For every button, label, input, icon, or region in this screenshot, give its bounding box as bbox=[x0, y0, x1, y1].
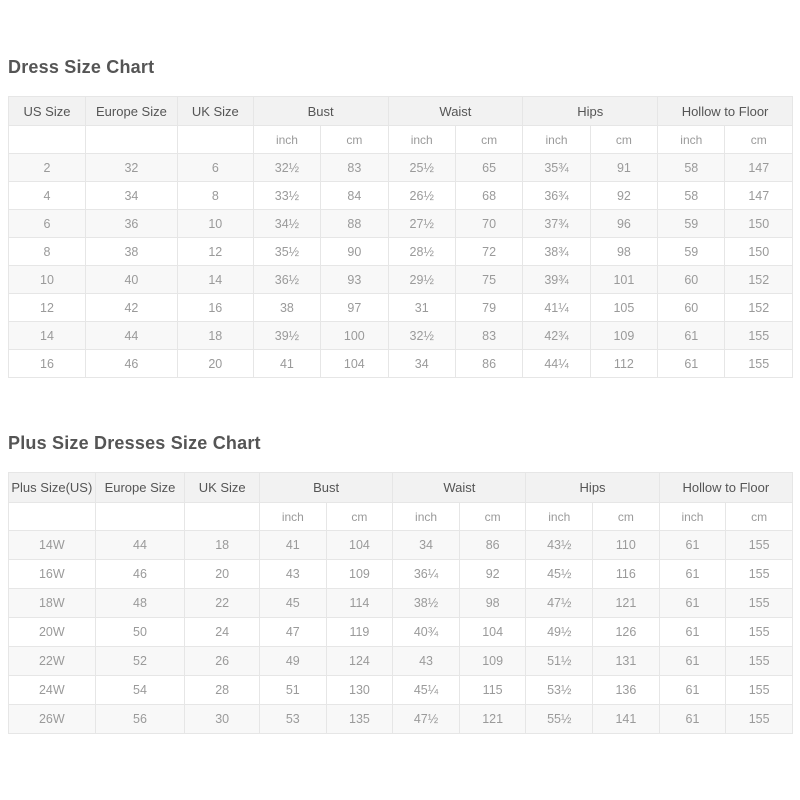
table-row bbox=[9, 238, 793, 266]
unit-label-cm: cm bbox=[455, 126, 522, 154]
unit-label-inch: inch bbox=[260, 503, 327, 531]
table-cell: 126 bbox=[593, 618, 660, 647]
unit-header-row bbox=[9, 503, 793, 531]
table-cell: 121 bbox=[459, 705, 526, 734]
table-cell: 38½ bbox=[393, 589, 460, 618]
column-header-hips: Hips bbox=[523, 97, 658, 126]
table-cell: 90 bbox=[321, 238, 388, 266]
table-cell: 61 bbox=[659, 647, 726, 676]
table-cell: 97 bbox=[321, 294, 388, 322]
table-cell: 51 bbox=[260, 676, 327, 705]
subheader-empty-cell bbox=[9, 126, 86, 154]
table-cell: 155 bbox=[725, 350, 793, 378]
table-cell: 105 bbox=[590, 294, 657, 322]
table-cell: 83 bbox=[455, 322, 522, 350]
table-row bbox=[9, 589, 793, 618]
table-cell: 38 bbox=[253, 294, 320, 322]
unit-label-cm: cm bbox=[459, 503, 526, 531]
table-cell: 119 bbox=[326, 618, 393, 647]
table-cell: 10 bbox=[9, 266, 86, 294]
table-cell: 61 bbox=[658, 322, 725, 350]
table-cell: 44 bbox=[95, 531, 185, 560]
table-cell: 114 bbox=[326, 589, 393, 618]
table-cell: 38¾ bbox=[523, 238, 590, 266]
table-row bbox=[9, 647, 793, 676]
column-header-europe-size: Europe Size bbox=[95, 473, 185, 503]
unit-label-inch: inch bbox=[658, 126, 725, 154]
table-cell: 49½ bbox=[526, 618, 593, 647]
table-cell: 44 bbox=[85, 322, 177, 350]
table-cell: 43 bbox=[260, 560, 327, 589]
table-cell: 61 bbox=[659, 618, 726, 647]
table-cell: 68 bbox=[455, 182, 522, 210]
table-cell: 61 bbox=[659, 589, 726, 618]
table-cell: 40¾ bbox=[393, 618, 460, 647]
table-cell: 41 bbox=[260, 531, 327, 560]
table-cell: 49 bbox=[260, 647, 327, 676]
plus-size-table bbox=[8, 472, 793, 734]
dress-size-table bbox=[8, 96, 793, 378]
table-cell: 53½ bbox=[526, 676, 593, 705]
table-cell: 41 bbox=[253, 350, 320, 378]
unit-label-inch: inch bbox=[393, 503, 460, 531]
subheader-empty-cell bbox=[85, 126, 177, 154]
page-title: Dress Size Chart bbox=[8, 57, 155, 77]
table-cell: 104 bbox=[326, 531, 393, 560]
table-cell: 48 bbox=[95, 589, 185, 618]
table-cell: 16 bbox=[177, 294, 253, 322]
column-header-hollow-to-floor: Hollow to Floor bbox=[659, 473, 792, 503]
table-cell: 155 bbox=[726, 560, 793, 589]
table-cell: 131 bbox=[593, 647, 660, 676]
table-cell: 141 bbox=[593, 705, 660, 734]
group-header-row bbox=[9, 473, 793, 503]
unit-label-cm: cm bbox=[725, 126, 793, 154]
dress-size-table-body bbox=[9, 154, 793, 378]
unit-label-inch: inch bbox=[388, 126, 455, 154]
unit-label-inch: inch bbox=[659, 503, 726, 531]
table-row bbox=[9, 676, 793, 705]
table-cell: 43 bbox=[393, 647, 460, 676]
unit-label-cm: cm bbox=[326, 503, 393, 531]
subheader-empty-cell bbox=[9, 503, 96, 531]
column-header-plus-size-us: Plus Size(US) bbox=[9, 473, 96, 503]
table-cell: 45¼ bbox=[393, 676, 460, 705]
table-cell: 18W bbox=[9, 589, 96, 618]
table-cell: 12 bbox=[9, 294, 86, 322]
table-cell: 35¾ bbox=[523, 154, 590, 182]
table-cell: 121 bbox=[593, 589, 660, 618]
subheader-empty-cell bbox=[185, 503, 260, 531]
table-cell: 34 bbox=[85, 182, 177, 210]
table-cell: 26 bbox=[185, 647, 260, 676]
table-cell: 98 bbox=[459, 589, 526, 618]
table-cell: 52 bbox=[95, 647, 185, 676]
table-row bbox=[9, 154, 793, 182]
column-header-bust: Bust bbox=[260, 473, 393, 503]
table-cell: 25½ bbox=[388, 154, 455, 182]
table-cell: 136 bbox=[593, 676, 660, 705]
table-row bbox=[9, 210, 793, 238]
table-cell: 44¼ bbox=[523, 350, 590, 378]
table-cell: 24W bbox=[9, 676, 96, 705]
unit-label-inch: inch bbox=[253, 126, 320, 154]
table-cell: 58 bbox=[658, 182, 725, 210]
table-cell: 155 bbox=[726, 618, 793, 647]
table-cell: 72 bbox=[455, 238, 522, 266]
table-cell: 53 bbox=[260, 705, 327, 734]
table-cell: 36¼ bbox=[393, 560, 460, 589]
table-cell: 47½ bbox=[526, 589, 593, 618]
table-cell: 36 bbox=[85, 210, 177, 238]
table-cell: 98 bbox=[590, 238, 657, 266]
table-cell: 61 bbox=[659, 531, 726, 560]
table-cell: 147 bbox=[725, 182, 793, 210]
table-cell: 46 bbox=[95, 560, 185, 589]
table-cell: 100 bbox=[321, 322, 388, 350]
table-cell: 54 bbox=[95, 676, 185, 705]
table-cell: 155 bbox=[726, 647, 793, 676]
table-cell: 30 bbox=[185, 705, 260, 734]
table-cell: 34 bbox=[393, 531, 460, 560]
table-cell: 46 bbox=[85, 350, 177, 378]
table-cell: 109 bbox=[459, 647, 526, 676]
table-cell: 20 bbox=[185, 560, 260, 589]
table-cell: 26W bbox=[9, 705, 96, 734]
table-cell: 32 bbox=[85, 154, 177, 182]
table-cell: 109 bbox=[326, 560, 393, 589]
table-cell: 135 bbox=[326, 705, 393, 734]
table-cell: 45 bbox=[260, 589, 327, 618]
table-cell: 18 bbox=[177, 322, 253, 350]
table-cell: 155 bbox=[726, 676, 793, 705]
table-cell: 150 bbox=[725, 238, 793, 266]
table-cell: 101 bbox=[590, 266, 657, 294]
table-cell: 36¾ bbox=[523, 182, 590, 210]
table-row bbox=[9, 266, 793, 294]
table-cell: 39¾ bbox=[523, 266, 590, 294]
page-title: Plus Size Dresses Size Chart bbox=[8, 433, 261, 453]
table-cell: 55½ bbox=[526, 705, 593, 734]
table-row bbox=[9, 705, 793, 734]
column-header-waist: Waist bbox=[388, 97, 523, 126]
table-cell: 20W bbox=[9, 618, 96, 647]
subheader-empty-cell bbox=[95, 503, 185, 531]
table-cell: 88 bbox=[321, 210, 388, 238]
table-cell: 155 bbox=[726, 705, 793, 734]
table-cell: 31 bbox=[388, 294, 455, 322]
table-cell: 42 bbox=[85, 294, 177, 322]
table-cell: 6 bbox=[9, 210, 86, 238]
table-cell: 32½ bbox=[253, 154, 320, 182]
unit-label-inch: inch bbox=[526, 503, 593, 531]
table-cell: 86 bbox=[459, 531, 526, 560]
table-row bbox=[9, 294, 793, 322]
table-cell: 22W bbox=[9, 647, 96, 676]
table-cell: 112 bbox=[590, 350, 657, 378]
table-cell: 147 bbox=[725, 154, 793, 182]
table-cell: 32½ bbox=[388, 322, 455, 350]
table-cell: 18 bbox=[185, 531, 260, 560]
table-cell: 42¾ bbox=[523, 322, 590, 350]
unit-header-row bbox=[9, 126, 793, 154]
table-cell: 110 bbox=[593, 531, 660, 560]
table-cell: 155 bbox=[726, 589, 793, 618]
table-cell: 34½ bbox=[253, 210, 320, 238]
table-cell: 27½ bbox=[388, 210, 455, 238]
table-cell: 65 bbox=[455, 154, 522, 182]
table-cell: 43½ bbox=[526, 531, 593, 560]
table-row bbox=[9, 182, 793, 210]
table-cell: 14 bbox=[9, 322, 86, 350]
table-cell: 26½ bbox=[388, 182, 455, 210]
table-cell: 39½ bbox=[253, 322, 320, 350]
table-cell: 34 bbox=[388, 350, 455, 378]
table-cell: 104 bbox=[459, 618, 526, 647]
table-cell: 152 bbox=[725, 294, 793, 322]
table-cell: 20 bbox=[177, 350, 253, 378]
column-header-uk-size: UK Size bbox=[185, 473, 260, 503]
column-header-europe-size: Europe Size bbox=[85, 97, 177, 126]
table-row bbox=[9, 531, 793, 560]
unit-label-cm: cm bbox=[590, 126, 657, 154]
table-cell: 109 bbox=[590, 322, 657, 350]
table-cell: 51½ bbox=[526, 647, 593, 676]
table-cell: 59 bbox=[658, 210, 725, 238]
table-cell: 84 bbox=[321, 182, 388, 210]
table-cell: 16W bbox=[9, 560, 96, 589]
table-cell: 6 bbox=[177, 154, 253, 182]
table-cell: 4 bbox=[9, 182, 86, 210]
table-cell: 96 bbox=[590, 210, 657, 238]
table-cell: 47 bbox=[260, 618, 327, 647]
table-cell: 24 bbox=[185, 618, 260, 647]
table-cell: 16 bbox=[9, 350, 86, 378]
table-cell: 83 bbox=[321, 154, 388, 182]
table-cell: 14 bbox=[177, 266, 253, 294]
table-cell: 61 bbox=[659, 676, 726, 705]
table-cell: 41¼ bbox=[523, 294, 590, 322]
plus-size-table-body bbox=[9, 531, 793, 734]
table-cell: 124 bbox=[326, 647, 393, 676]
table-cell: 155 bbox=[725, 322, 793, 350]
table-cell: 12 bbox=[177, 238, 253, 266]
table-cell: 10 bbox=[177, 210, 253, 238]
unit-label-cm: cm bbox=[726, 503, 793, 531]
table-cell: 92 bbox=[590, 182, 657, 210]
table-cell: 155 bbox=[726, 531, 793, 560]
table-cell: 40 bbox=[85, 266, 177, 294]
table-cell: 61 bbox=[658, 350, 725, 378]
table-cell: 47½ bbox=[393, 705, 460, 734]
table-cell: 14W bbox=[9, 531, 96, 560]
table-row bbox=[9, 322, 793, 350]
table-cell: 91 bbox=[590, 154, 657, 182]
table-cell: 70 bbox=[455, 210, 522, 238]
table-row bbox=[9, 560, 793, 589]
column-header-waist: Waist bbox=[393, 473, 526, 503]
table-cell: 92 bbox=[459, 560, 526, 589]
table-row bbox=[9, 350, 793, 378]
table-cell: 50 bbox=[95, 618, 185, 647]
table-cell: 35½ bbox=[253, 238, 320, 266]
table-cell: 8 bbox=[9, 238, 86, 266]
table-cell: 2 bbox=[9, 154, 86, 182]
column-header-bust: Bust bbox=[253, 97, 388, 126]
dress-size-chart-section bbox=[8, 57, 793, 378]
table-cell: 45½ bbox=[526, 560, 593, 589]
table-cell: 28 bbox=[185, 676, 260, 705]
table-cell: 56 bbox=[95, 705, 185, 734]
unit-label-inch: inch bbox=[523, 126, 590, 154]
subheader-empty-cell bbox=[177, 126, 253, 154]
table-cell: 150 bbox=[725, 210, 793, 238]
table-row bbox=[9, 618, 793, 647]
table-cell: 37¾ bbox=[523, 210, 590, 238]
table-cell: 130 bbox=[326, 676, 393, 705]
table-cell: 93 bbox=[321, 266, 388, 294]
group-header-row bbox=[9, 97, 793, 126]
table-cell: 28½ bbox=[388, 238, 455, 266]
table-cell: 22 bbox=[185, 589, 260, 618]
table-cell: 59 bbox=[658, 238, 725, 266]
table-cell: 79 bbox=[455, 294, 522, 322]
column-header-hollow-to-floor: Hollow to Floor bbox=[658, 97, 793, 126]
table-cell: 36½ bbox=[253, 266, 320, 294]
table-cell: 116 bbox=[593, 560, 660, 589]
table-cell: 152 bbox=[725, 266, 793, 294]
column-header-us-size: US Size bbox=[9, 97, 86, 126]
table-cell: 58 bbox=[658, 154, 725, 182]
table-cell: 60 bbox=[658, 294, 725, 322]
column-header-hips: Hips bbox=[526, 473, 659, 503]
table-cell: 38 bbox=[85, 238, 177, 266]
plus-size-chart-section bbox=[8, 433, 793, 734]
table-cell: 8 bbox=[177, 182, 253, 210]
table-cell: 75 bbox=[455, 266, 522, 294]
unit-label-cm: cm bbox=[321, 126, 388, 154]
table-cell: 61 bbox=[659, 705, 726, 734]
table-cell: 104 bbox=[321, 350, 388, 378]
table-cell: 61 bbox=[659, 560, 726, 589]
table-cell: 33½ bbox=[253, 182, 320, 210]
unit-label-cm: cm bbox=[593, 503, 660, 531]
table-cell: 115 bbox=[459, 676, 526, 705]
table-cell: 60 bbox=[658, 266, 725, 294]
table-cell: 86 bbox=[455, 350, 522, 378]
table-cell: 29½ bbox=[388, 266, 455, 294]
column-header-uk-size: UK Size bbox=[177, 97, 253, 126]
